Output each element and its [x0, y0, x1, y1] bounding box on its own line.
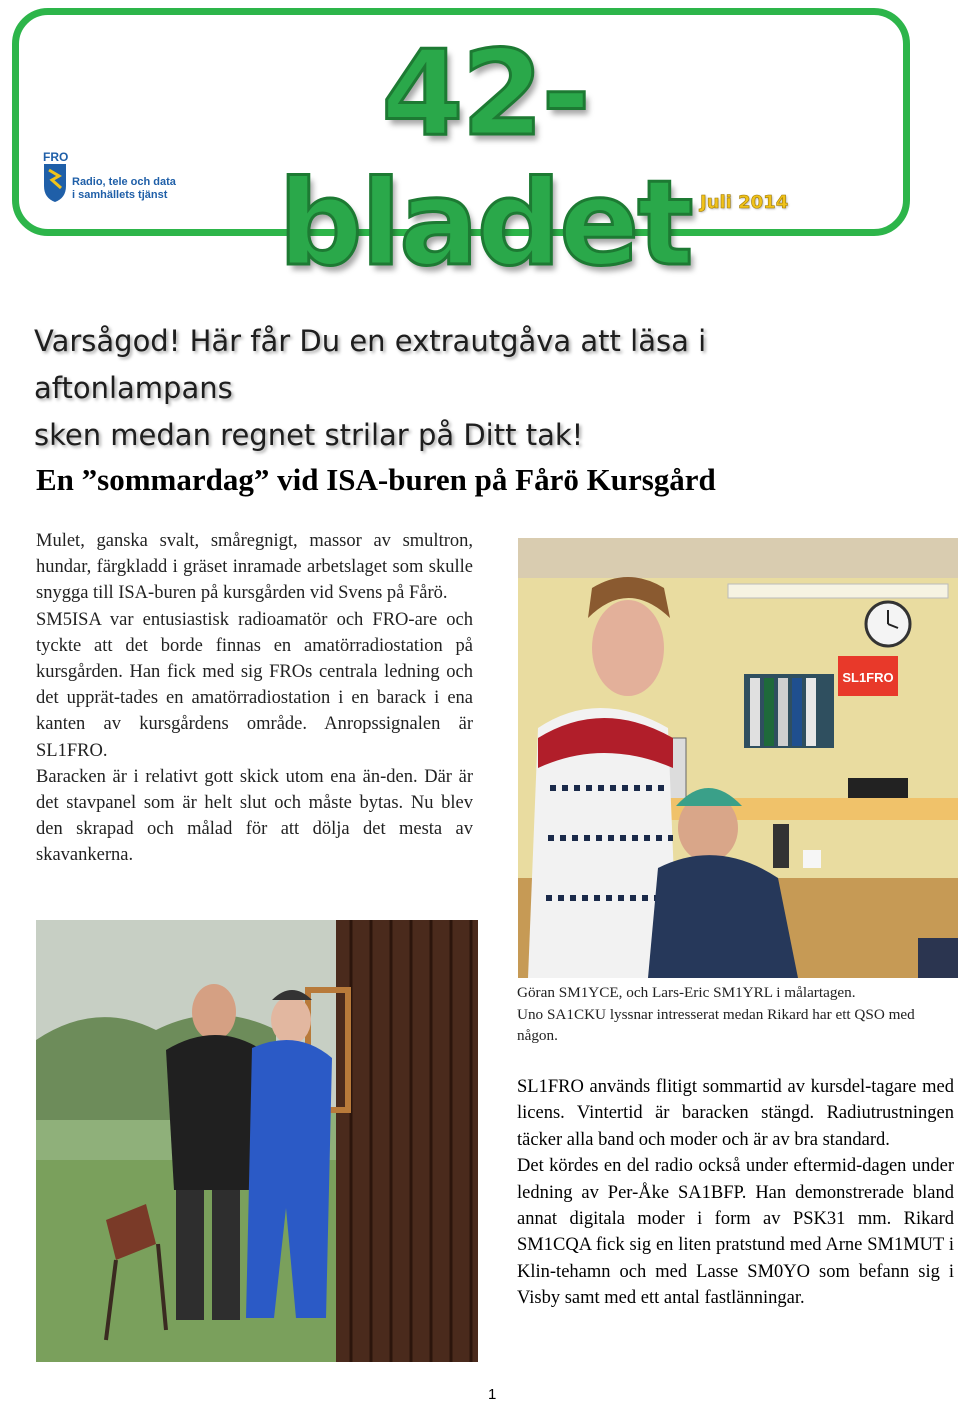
intro-line-2: sken medan regnet strilar på Ditt tak! [34, 418, 584, 452]
fro-tagline-line1: Radio, tele och data [72, 176, 176, 188]
intro-line-1: Varsågod! Här får Du en extrautgåva att läsa i aftonlampans [34, 324, 707, 405]
fro-tagline [72, 176, 176, 202]
fro-tagline-line2: i samhällets tjänst [72, 189, 168, 201]
svg-text:SL1FRO: SL1FRO [842, 670, 894, 685]
page-number: 1 [488, 1386, 497, 1403]
article-right-column [517, 1074, 954, 1312]
painting-hut-photo [36, 920, 478, 1362]
article-left-column [36, 528, 473, 869]
paragraph: SL1FRO används flitigt sommartid av kursdel-tagare med licens. Vintertid är baracken stängd. Radiutrustningen täcker alla band och moder och är av bra standard. [517, 1077, 954, 1150]
issue-date: Juli 2014 [700, 192, 789, 213]
paragraph: SM5ISA var entusiastisk radioamatör och FRO-are och tyckte att det borde finnas en amatörradiostation på kursgården. Han fick med sig FROs centrala ledning och det upprät-tades en amatörradiostation i en barack i ena kanten av kursgårdens område. Anropssignalen är SL1FRO. [36, 609, 473, 761]
paragraph: Mulet, ganska svalt, småregnigt, massor av smultron, hundar, färgkladd i gräset inramade arbetslaget som skulle snygga till ISA-buren på kursgården vid Svens på Fårö. [36, 531, 473, 604]
caption-line-2: Uno SA1CKU lyssnar intresserat medan Rikard har ett QSO med någon. [517, 1005, 915, 1044]
fro-abbreviation: FRO [43, 150, 69, 164]
paragraph: Det kördes en del radio också under eftermid-dagen under ledning av Per-Åke SA1BFP. Han demonstrerade bland annat digitala moder i form av PSK31 mm. Rikard SM1CQA fick sig en liten pratstund med Arne SM1MUT i Klin-tehamn och med Lasse SM0YO som befann sig i Visby samt med ett antal fastlänningar. [517, 1156, 954, 1309]
radio-room-photo [518, 538, 958, 978]
article-title: En ”sommardag” vid ISA-buren på Fårö Kursgård [36, 462, 716, 497]
paragraph: Baracken är i relativt gott skick utom ena än-den. Där är det stavpanel som är helt slut och måste bytas. Nu blev den skrapad och målad för att dölja det mesta av skavankerna. [36, 766, 473, 866]
photo-caption [517, 982, 957, 1047]
hut-wall [336, 920, 478, 1362]
masthead-title: 42-bladet [278, 24, 692, 292]
intro-headline [34, 318, 914, 459]
caption-line-1: Göran SM1YCE, och Lars-Eric SM1YRL i målartagen. [517, 984, 856, 1001]
